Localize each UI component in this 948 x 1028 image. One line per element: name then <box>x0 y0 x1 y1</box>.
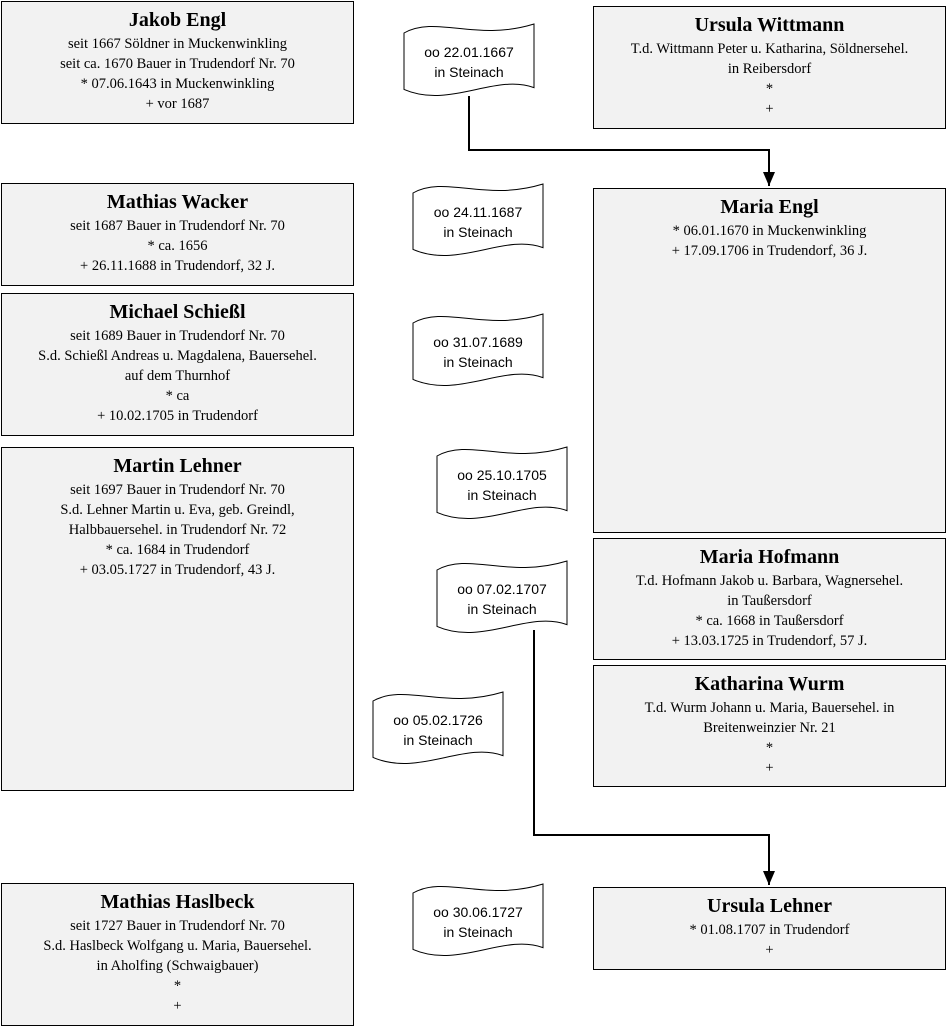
person-detail-line: + 17.09.1706 in Trudendorf, 36 J. <box>671 243 868 259</box>
person-name: Maria Hofmann <box>699 546 840 568</box>
marriage-label-m3 <box>413 332 543 372</box>
marriage-date: oo 24.11.1687 <box>433 204 523 220</box>
person-detail-line: seit ca. 1670 Bauer in Trudendorf Nr. 70 <box>60 56 295 72</box>
person-name: Mathias Wacker <box>106 191 249 213</box>
marriage-place: in Steinach <box>443 224 513 240</box>
person-detail-line: Halbbauersehel. in Trudendorf Nr. 72 <box>68 522 287 538</box>
person-detail-line: in Aholfing (Schwaigbauer) <box>96 958 259 974</box>
person-name: Katharina Wurm <box>694 673 845 695</box>
marriage-label-m6 <box>373 710 503 750</box>
person-detail-line: + <box>765 760 774 776</box>
person-name: Maria Engl <box>720 196 819 218</box>
person-name: Michael Schießl <box>109 301 246 323</box>
person-box-ursula-w <box>593 6 946 129</box>
marriage-place: in Steinach <box>467 601 537 617</box>
person-box-mathias-w <box>1 183 354 286</box>
person-detail-line: auf dem Thurnhof <box>124 368 231 384</box>
marriage-label-m1 <box>404 42 534 82</box>
person-detail-line: + 13.03.1725 in Trudendorf, 57 J. <box>671 633 868 649</box>
person-name: Ursula Lehner <box>707 895 832 917</box>
person-name: Martin Lehner <box>113 455 242 477</box>
person-detail-line: S.d. Schießl Andreas u. Magdalena, Bauersehel. <box>38 348 317 364</box>
person-detail-line: + 10.02.1705 in Trudendorf <box>97 408 258 424</box>
marriage-date: oo 25.10.1705 <box>457 467 547 483</box>
marriage-place: in Steinach <box>467 487 537 503</box>
person-detail-line: S.d. Lehner Martin u. Eva, geb. Greindl, <box>60 502 295 518</box>
person-box-maria-h <box>593 538 946 660</box>
marriage-label-m4 <box>437 465 567 505</box>
person-detail-line: S.d. Haslbeck Wolfgang u. Maria, Bauersehel. <box>43 938 312 954</box>
marriage-date: oo 22.01.1667 <box>424 44 514 60</box>
marriage-place: in Steinach <box>434 64 504 80</box>
person-detail-line: + <box>765 942 774 958</box>
person-name: Ursula Wittmann <box>694 14 845 36</box>
connector-m1-to-maria-engl-arrowhead <box>763 172 775 186</box>
person-detail-line: T.d. Wittmann Peter u. Katharina, Söldnersehel. <box>630 41 909 57</box>
person-box-jakob <box>1 1 354 124</box>
person-detail-line: * 06.01.1670 in Muckenwinkling <box>672 223 867 239</box>
person-box-martin <box>1 447 354 791</box>
person-box-maria-e <box>593 188 946 533</box>
person-detail-line: * <box>173 978 182 994</box>
person-detail-line: * 07.06.1643 in Muckenwinkling <box>80 76 275 92</box>
person-box-michael <box>1 293 354 436</box>
person-detail-line: * ca. 1656 <box>147 238 208 254</box>
person-detail-line: * <box>765 740 774 756</box>
marriage-date: oo 31.07.1689 <box>433 334 523 350</box>
marriage-label-m2 <box>413 202 543 242</box>
person-detail-line: + 26.11.1688 in Trudendorf, 32 J. <box>80 258 275 274</box>
person-detail-line: in Reibersdorf <box>727 61 812 77</box>
marriage-place: in Steinach <box>403 732 473 748</box>
person-detail-line: + vor 1687 <box>145 96 210 112</box>
marriage-date: oo 30.06.1727 <box>433 904 523 920</box>
person-detail-line: Breitenweinzier Nr. 21 <box>703 720 836 736</box>
person-detail-line: T.d. Hofmann Jakob u. Barbara, Wagnersehel. <box>635 573 904 589</box>
marriage-place: in Steinach <box>443 924 513 940</box>
person-detail-line: * <box>765 81 774 97</box>
person-detail-line: seit 1727 Bauer in Trudendorf Nr. 70 <box>70 918 285 934</box>
marriage-label-m7 <box>413 902 543 942</box>
person-detail-line: T.d. Wurm Johann u. Maria, Bauersehel. in <box>644 700 895 716</box>
person-detail-line: + <box>765 101 774 117</box>
person-name: Mathias Haslbeck <box>100 891 255 913</box>
marriage-date: oo 07.02.1707 <box>457 581 547 597</box>
person-detail-line: + <box>173 998 182 1014</box>
person-detail-line: + 03.05.1727 in Trudendorf, 43 J. <box>79 562 276 578</box>
person-name: Jakob Engl <box>128 9 227 31</box>
marriage-place: in Steinach <box>443 354 513 370</box>
marriage-label-m5 <box>437 579 567 619</box>
person-box-katharina <box>593 665 946 787</box>
marriage-date: oo 05.02.1726 <box>393 712 483 728</box>
person-detail-line: * 01.08.1707 in Trudendorf <box>689 922 850 938</box>
person-detail-line: seit 1687 Bauer in Trudendorf Nr. 70 <box>70 218 285 234</box>
person-detail-line: in Taußersdorf <box>727 593 812 609</box>
person-detail-line: seit 1697 Bauer in Trudendorf Nr. 70 <box>70 482 285 498</box>
person-box-ursula-l <box>593 887 946 970</box>
person-detail-line: * ca. 1668 in Taußersdorf <box>695 613 844 629</box>
person-detail-line: seit 1667 Söldner in Muckenwinkling <box>67 36 288 52</box>
person-detail-line: * ca <box>165 388 190 404</box>
person-detail-line: seit 1689 Bauer in Trudendorf Nr. 70 <box>70 328 285 344</box>
connector-m5-to-ursula-lehner-arrowhead <box>763 871 775 885</box>
person-box-mathias-h <box>1 883 354 1026</box>
person-detail-line: * ca. 1684 in Trudendorf <box>105 542 250 558</box>
